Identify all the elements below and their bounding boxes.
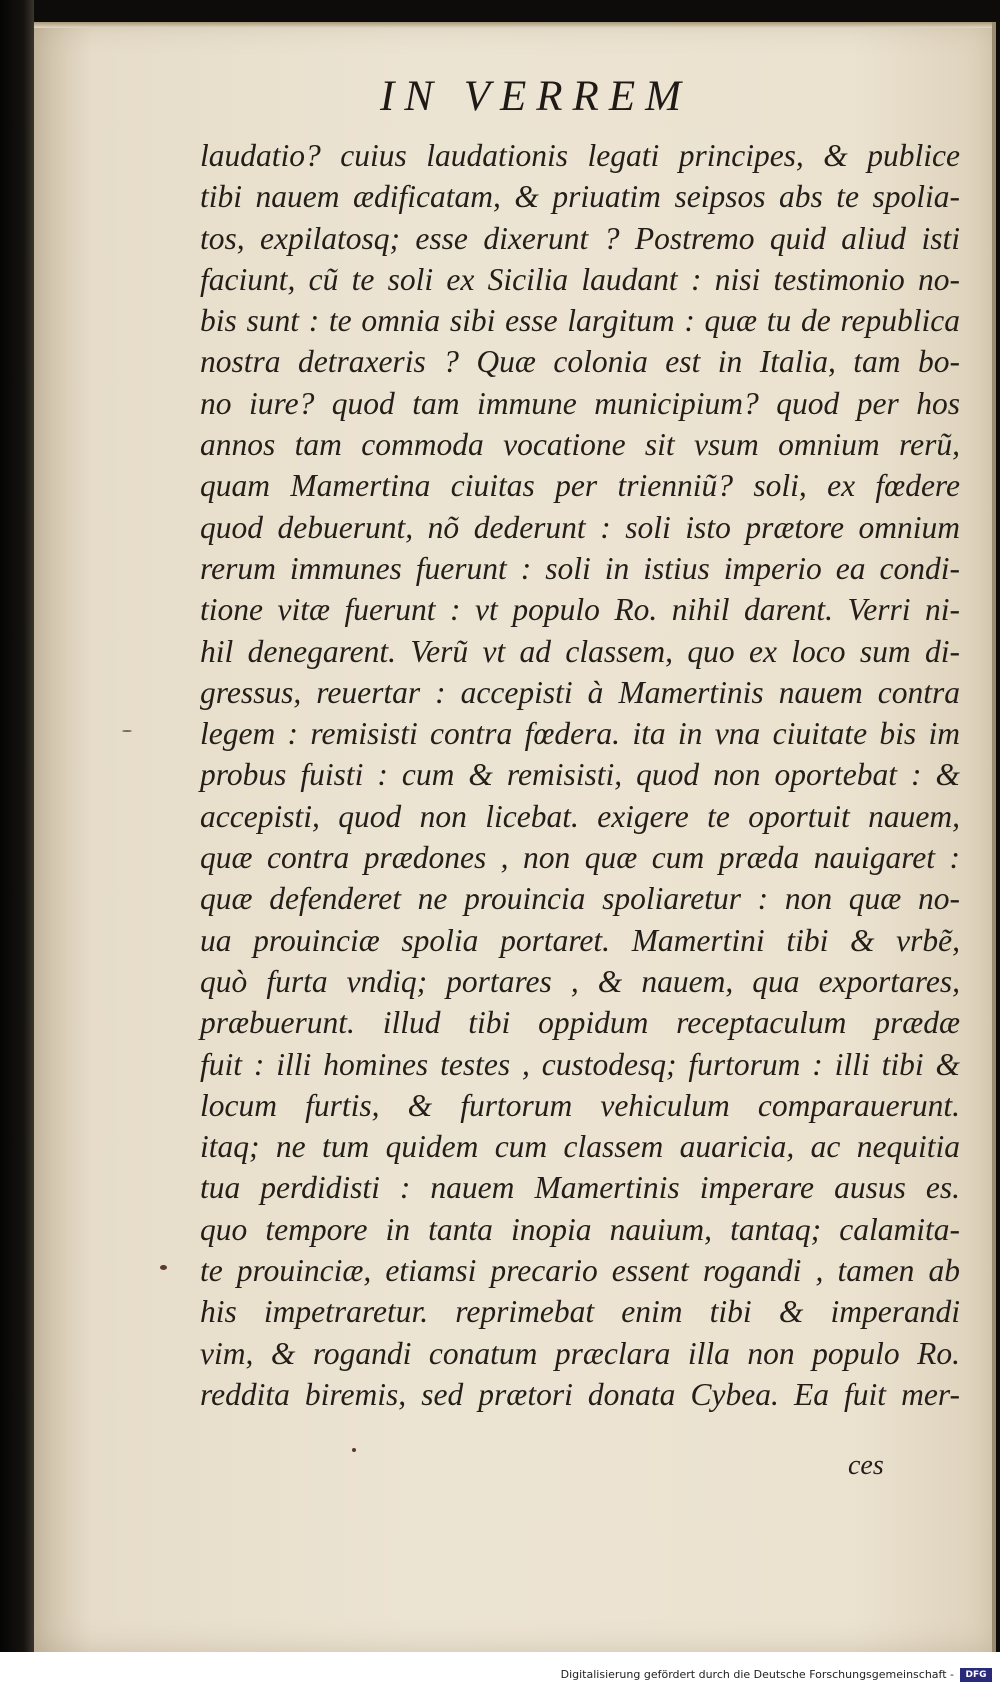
ink-speck [122,730,132,732]
text-line: legem : remisisti contra fœdera. ita in vna ciuitate bis im [200,716,960,752]
digitization-credit: Digitalisierung gefördert durch die Deutsche Forschungsgemeinschaft - [560,1668,954,1681]
text-line: annos tam commoda vocatione sit vsum omnium rerũ, [200,427,960,463]
text-line: faciunt, cũ te soli ex Sicilia laudant : nisi testimonio no- [200,261,960,297]
text-line: quæ defenderet ne prouincia spoliaretur : non quæ no- [200,881,960,917]
text-line: itaq; ne tum quidem cum classem auaricia, ac nequitia [200,1129,960,1165]
ink-speck [160,1265,167,1270]
text-line: rerum immunes fuerunt : soli in istius imperio ea condi- [200,550,960,586]
text-line: præbuerunt. illud tibi oppidum receptaculum prædæ [200,1005,960,1041]
text-line: bis sunt : te omnia sibi esse largitum : quæ tu de republica [200,303,960,339]
text-line: hil denegarent. Verũ vt ad classem, quo ex loco sum di- [200,633,960,669]
running-head: IN VERREM [380,73,691,120]
text-line: quod debuerunt, nõ dederunt : soli isto prætore omnium [200,509,960,545]
text-line: his impetraretur. reprimebat enim tibi & imperandi [200,1294,960,1330]
text-line: quò furta vndiq; portares , & nauem, qua exportares, [200,963,960,999]
text-line: no iure? quod tam immune municipium? quod per hos [200,385,960,421]
body-text [200,135,960,1415]
text-line: reddita biremis, sed prætori donata Cybea. Ea fuit mer- [200,1376,960,1412]
text-line: tione vitæ fuerunt : vt populo Ro. nihil darent. Verri ni- [200,592,960,628]
text-line: ua prouinciæ spolia portaret. Mamertini tibi & vrbẽ, [200,922,960,958]
text-line: vim, & rogandi conatum præclara illa non populo Ro. [200,1335,960,1371]
catchword: ces [848,1450,884,1481]
footer-bar [0,1652,1000,1691]
page-edge-top [34,22,996,28]
text-line: te prouinciæ, etiamsi precario essent rogandi , tamen ab [200,1253,960,1289]
text-line: probus fuisti : cum & remisisti, quod non oportebat : & [200,757,960,793]
page-edge-right [992,22,996,1652]
dfg-logo: DFG [960,1668,992,1682]
text-line: gressus, reuertar : accepisti à Mamertinis nauem contra [200,674,960,710]
text-line: fuit : illi homines testes , custodesq; furtorum : illi tibi & [200,1046,960,1082]
text-line: laudatio? cuius laudationis legati principes, & publice [200,138,960,173]
text-line: nostra detraxeris ? Quæ colonia est in Italia, tam bo- [200,344,960,380]
scan-background-left [0,0,34,1691]
text-line: tibi nauem ædificatam, & priuatim seipsos abs te spolia- [200,179,960,215]
text-line: quam Mamertina ciuitas per trienniũ? soli, ex fœdere [200,468,960,504]
ink-speck [352,1448,356,1452]
text-line: locum furtis, & furtorum vehiculum comparauerunt. [200,1087,960,1123]
text-line: tos, expilatosq; esse dixerunt ? Postremo quid aliud isti [200,220,960,256]
text-line: quæ contra prædones , non quæ cum præda nauigaret : [200,840,960,876]
text-line: quo tempore in tanta inopia nauium, tantaq; calamita- [200,1211,960,1247]
text-line: tua perdidisti : nauem Mamertinis imperare ausus es. [200,1170,960,1206]
text-line: accepisti, quod non licebat. exigere te oportuit nauem, [200,798,960,834]
